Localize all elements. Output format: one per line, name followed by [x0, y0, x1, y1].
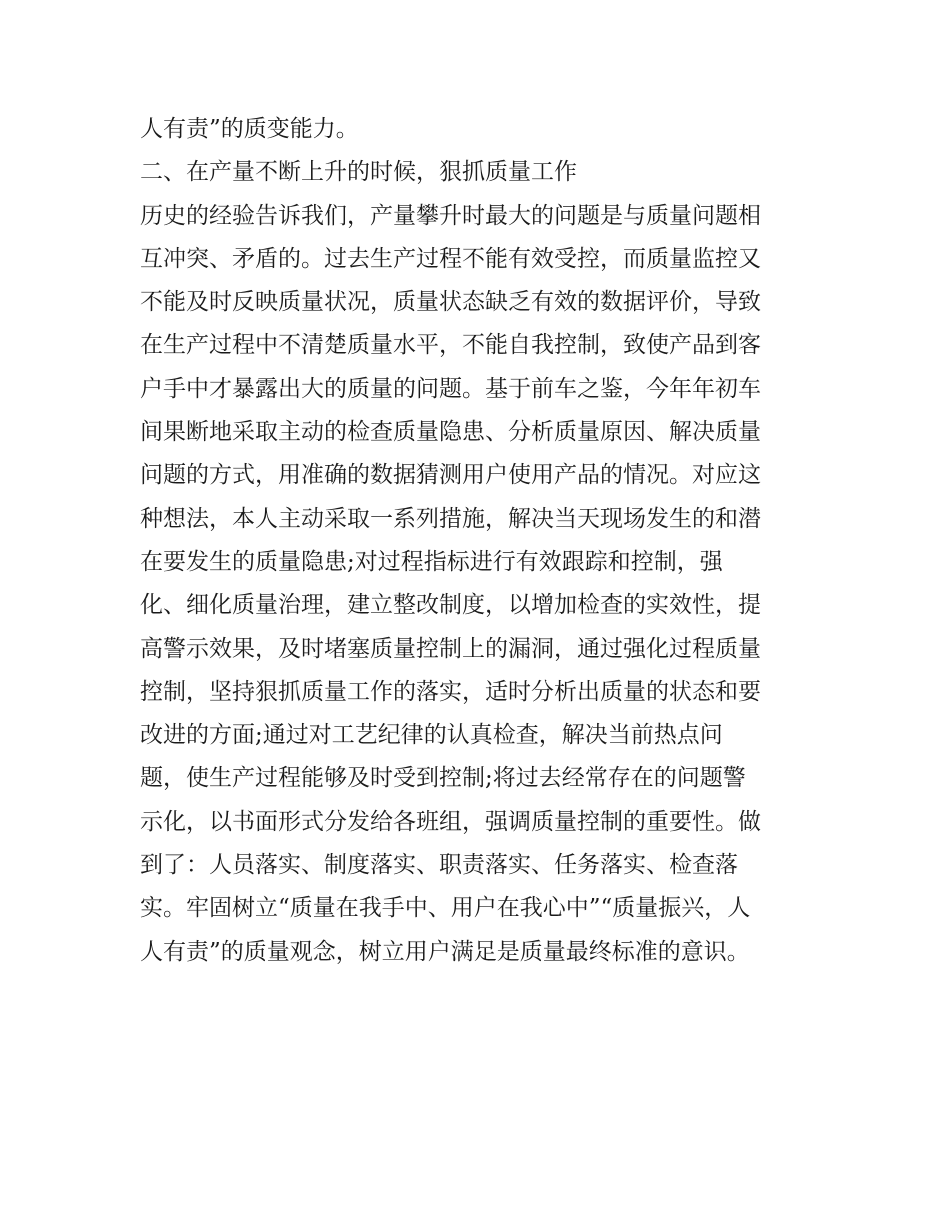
section-heading: 二、在产量不断上升的时候，狠抓质量工作 — [140, 159, 577, 186]
text-line: 题，使生产过程能够及时受到控制;将过去经常存在的问题警 — [140, 765, 746, 792]
text-line: 在要发生的质量隐患;对过程指标进行有效跟踪和控制，强 — [140, 548, 723, 575]
text-line: 化、细化质量治理，建立整改制度，以增加检查的实效性，提 — [140, 592, 761, 619]
text-line: 到了：人员落实、制度落实、职责落实、任务落实、检查落 — [140, 852, 738, 879]
text-line: 历史的经验告诉我们，产量攀升时最大的问题是与质量问题相 — [140, 202, 761, 229]
text-line: 问题的方式，用准确的数据猜测用户使用产品的情况。对应这 — [140, 462, 761, 489]
body-text — [140, 108, 820, 974]
text-line: 不能及时反映质量状况，质量状态缺乏有效的数据评价，导致 — [140, 289, 761, 316]
text-line: 户手中才暴露出大的质量的问题。基于前车之鉴，今年年初车 — [140, 375, 761, 402]
text-line: 高警示效果，及时堵塞质量控制上的漏洞，通过强化过程质量 — [140, 635, 761, 662]
text-line: 人有责”的质量观念，树立用户满足是质量最终标准的意识。 — [140, 938, 750, 965]
text-line: 实。牢固树立“质量在我手中、用户在我心中”“质量振兴，人 — [140, 895, 751, 922]
text-line: 改进的方面;通过对工艺纪律的认真检查，解决当前热点问 — [140, 722, 723, 749]
text-line: 控制，坚持狠抓质量工作的落实，适时分析出质量的状态和要 — [140, 678, 761, 705]
text-line: 示化，以书面形式分发给各班组，强调质量控制的重要性。做 — [140, 808, 761, 835]
text-line: 在生产过程中不清楚质量水平，不能自我控制，致使产品到客 — [140, 332, 761, 359]
text-line: 种想法，本人主动采取一系列措施，解决当天现场发生的和潜 — [140, 505, 761, 532]
text-line: 互冲突、矛盾的。过去生产过程不能有效受控，而质量监控又 — [140, 245, 761, 272]
text-line: 间果断地采取主动的检查质量隐患、分析质量原因、解决质量 — [140, 419, 761, 446]
text-line: 人有责”的质变能力。 — [140, 116, 359, 142]
